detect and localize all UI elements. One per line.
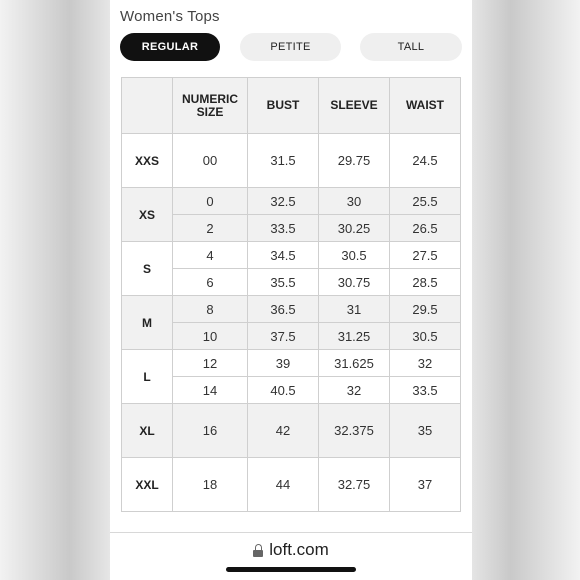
size-label: M xyxy=(122,296,173,350)
size-group-xxl xyxy=(122,458,461,512)
table-row xyxy=(122,323,461,350)
numeric-size-cell: 2 xyxy=(173,215,248,242)
size-label: XXS xyxy=(122,134,173,188)
sleeve-cell: 32.375 xyxy=(319,404,390,458)
size-group-s xyxy=(122,242,461,296)
size-group-xxs xyxy=(122,134,461,188)
home-indicator[interactable] xyxy=(226,567,356,572)
fit-tabs xyxy=(120,33,462,61)
waist-cell: 35 xyxy=(390,404,461,458)
numeric-size-cell: 8 xyxy=(173,296,248,323)
bust-cell: 35.5 xyxy=(248,269,319,296)
tab-petite[interactable]: PETITE xyxy=(240,33,341,61)
waist-cell: 29.5 xyxy=(390,296,461,323)
table-row xyxy=(122,377,461,404)
sleeve-cell: 30.75 xyxy=(319,269,390,296)
table-row xyxy=(122,458,461,512)
sleeve-cell: 31.25 xyxy=(319,323,390,350)
bust-cell: 33.5 xyxy=(248,215,319,242)
bust-cell: 32.5 xyxy=(248,188,319,215)
lock-icon xyxy=(253,544,263,557)
tab-regular[interactable]: REGULAR xyxy=(120,33,220,61)
numeric-size-cell: 0 xyxy=(173,188,248,215)
bust-cell: 37.5 xyxy=(248,323,319,350)
header-sleeve: SLEEVE xyxy=(319,78,390,134)
waist-cell: 33.5 xyxy=(390,377,461,404)
sleeve-cell: 30.25 xyxy=(319,215,390,242)
sleeve-cell: 29.75 xyxy=(319,134,390,188)
waist-cell: 24.5 xyxy=(390,134,461,188)
sleeve-cell: 31.625 xyxy=(319,350,390,377)
site-domain: loft.com xyxy=(269,540,329,559)
size-label: XL xyxy=(122,404,173,458)
bust-cell: 44 xyxy=(248,458,319,512)
footer-divider xyxy=(110,532,472,533)
table-row xyxy=(122,350,461,377)
bust-cell: 39 xyxy=(248,350,319,377)
numeric-size-cell: 00 xyxy=(173,134,248,188)
size-label: L xyxy=(122,350,173,404)
table-row xyxy=(122,404,461,458)
size-chart-page xyxy=(110,0,472,580)
page-title: Women's Tops xyxy=(120,8,220,25)
waist-cell: 27.5 xyxy=(390,242,461,269)
numeric-size-cell: 6 xyxy=(173,269,248,296)
numeric-size-cell: 18 xyxy=(173,458,248,512)
bust-cell: 40.5 xyxy=(248,377,319,404)
waist-cell: 28.5 xyxy=(390,269,461,296)
bust-cell: 34.5 xyxy=(248,242,319,269)
size-chart-table xyxy=(121,77,461,512)
bust-cell: 36.5 xyxy=(248,296,319,323)
waist-cell: 30.5 xyxy=(390,323,461,350)
numeric-size-cell: 14 xyxy=(173,377,248,404)
sleeve-cell: 31 xyxy=(319,296,390,323)
waist-cell: 37 xyxy=(390,458,461,512)
table-row xyxy=(122,296,461,323)
sleeve-cell: 32 xyxy=(319,377,390,404)
header-waist: WAIST xyxy=(390,78,461,134)
size-label: S xyxy=(122,242,173,296)
table-header-row xyxy=(122,78,461,134)
tab-tall[interactable]: TALL xyxy=(360,33,462,61)
size-label: XS xyxy=(122,188,173,242)
size-group-l xyxy=(122,350,461,404)
numeric-size-cell: 10 xyxy=(173,323,248,350)
sleeve-cell: 30.5 xyxy=(319,242,390,269)
numeric-size-cell: 12 xyxy=(173,350,248,377)
table-row xyxy=(122,242,461,269)
bust-cell: 42 xyxy=(248,404,319,458)
sleeve-cell: 30 xyxy=(319,188,390,215)
waist-cell: 26.5 xyxy=(390,215,461,242)
header-corner-cell xyxy=(122,78,173,134)
waist-cell: 25.5 xyxy=(390,188,461,215)
bust-cell: 31.5 xyxy=(248,134,319,188)
waist-cell: 32 xyxy=(390,350,461,377)
header-numeric-size: NUMERIC SIZE xyxy=(173,78,248,134)
table-row xyxy=(122,215,461,242)
size-label: XXL xyxy=(122,458,173,512)
sleeve-cell: 32.75 xyxy=(319,458,390,512)
address-bar[interactable] xyxy=(110,538,472,562)
size-group-xl xyxy=(122,404,461,458)
numeric-size-cell: 4 xyxy=(173,242,248,269)
table-row xyxy=(122,269,461,296)
table-row xyxy=(122,188,461,215)
size-group-m xyxy=(122,296,461,350)
size-group-xs xyxy=(122,188,461,242)
header-bust: BUST xyxy=(248,78,319,134)
numeric-size-cell: 16 xyxy=(173,404,248,458)
table-row xyxy=(122,134,461,188)
